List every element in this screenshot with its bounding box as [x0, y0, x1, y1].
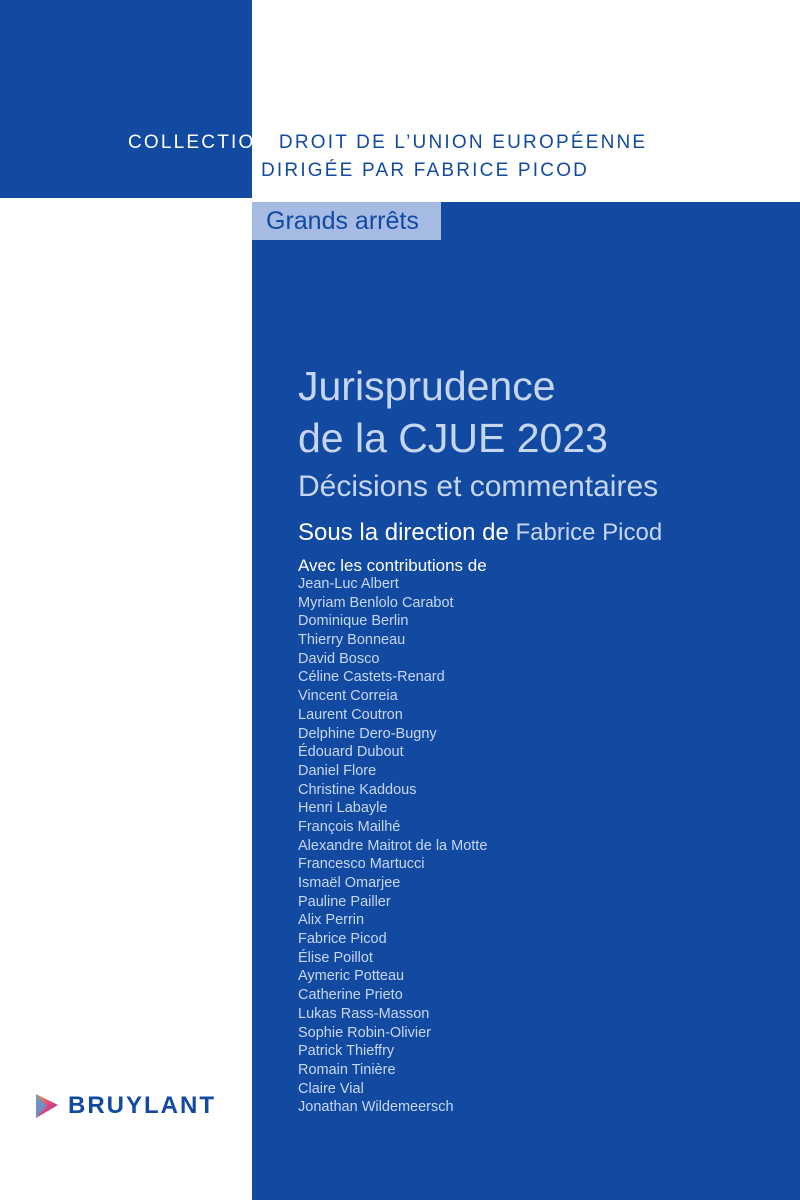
contributor-item: Delphine Dero-Bugny: [298, 725, 437, 742]
title-line-2: de la CJUE 2023: [298, 415, 608, 461]
publisher-name: BRUYLANT: [68, 1092, 216, 1119]
direction-line: [298, 517, 662, 549]
collection-word: COLLECTION: [128, 132, 272, 153]
contributor-item: Ismaël Omarjee: [298, 875, 401, 891]
top-left-blue-block: [0, 0, 252, 198]
direction-label: Sous la direction de: [298, 519, 509, 546]
contributor-item: Sophie Robin-Olivier: [298, 1024, 431, 1041]
badge-label: Grands arrêts: [266, 207, 419, 235]
book-title: [298, 360, 608, 464]
contributions-label: Avec les contributions de: [298, 556, 487, 575]
contributor-item: Francesco Martucci: [298, 856, 425, 873]
contributor-item: Henri Labayle: [298, 800, 388, 817]
grands-arrets-badge: [252, 202, 441, 240]
collection-series: DROIT DE L’UNION EUROPÉENNE: [278, 132, 648, 153]
contributor-item: Laurent Coutron: [298, 706, 403, 723]
bruylant-triangle-logo-icon: [34, 1092, 60, 1120]
contributor-item: Jonathan Wildemeersch: [298, 1099, 454, 1116]
collection-line: [128, 129, 647, 157]
contributor-item: Daniel Flore: [298, 762, 377, 779]
contributor-item: Lukas Rass-Masson: [298, 1005, 430, 1022]
contributor-item: Aymeric Potteau: [298, 968, 405, 985]
title-line-1: Jurisprudence: [298, 363, 556, 409]
contributor-item: Thierry Bonneau: [298, 632, 406, 649]
book-subtitle: Décisions et commentaires: [298, 470, 659, 503]
contributors-list: [298, 575, 487, 1117]
contributor-item: Christine Kaddous: [298, 781, 417, 798]
contributor-item: Myriam Benlolo Carabot: [298, 594, 454, 611]
contributor-item: Céline Castets-Renard: [298, 669, 445, 686]
contributor-item: Élise Poillot: [298, 949, 373, 966]
contributor-item: Vincent Correia: [298, 688, 398, 705]
contributor-item: Jean-Luc Albert: [298, 576, 399, 592]
contributor-item: Patrick Thieffry: [298, 1043, 395, 1060]
collection-director: DIRIGÉE PAR FABRICE PICOD: [261, 160, 590, 181]
contributor-item: Édouard Dubout: [298, 744, 404, 761]
direction-name: Fabrice Picod: [515, 519, 663, 546]
contributor-item: David Bosco: [298, 650, 380, 667]
publisher-logo: [34, 1092, 216, 1120]
contributor-item: Romain Tinière: [298, 1061, 396, 1078]
contributor-item: Dominique Berlin: [298, 613, 409, 630]
contributor-item: François Mailhé: [298, 818, 401, 835]
contributor-item: Alix Perrin: [298, 912, 365, 929]
contributor-item: Catherine Prieto: [298, 987, 403, 1004]
contributor-item: Fabrice Picod: [298, 931, 387, 948]
contributor-item: Claire Vial: [298, 1080, 364, 1097]
contributor-item: Alexandre Maitrot de la Motte: [298, 837, 488, 854]
contributor-item: Pauline Pailler: [298, 893, 391, 910]
